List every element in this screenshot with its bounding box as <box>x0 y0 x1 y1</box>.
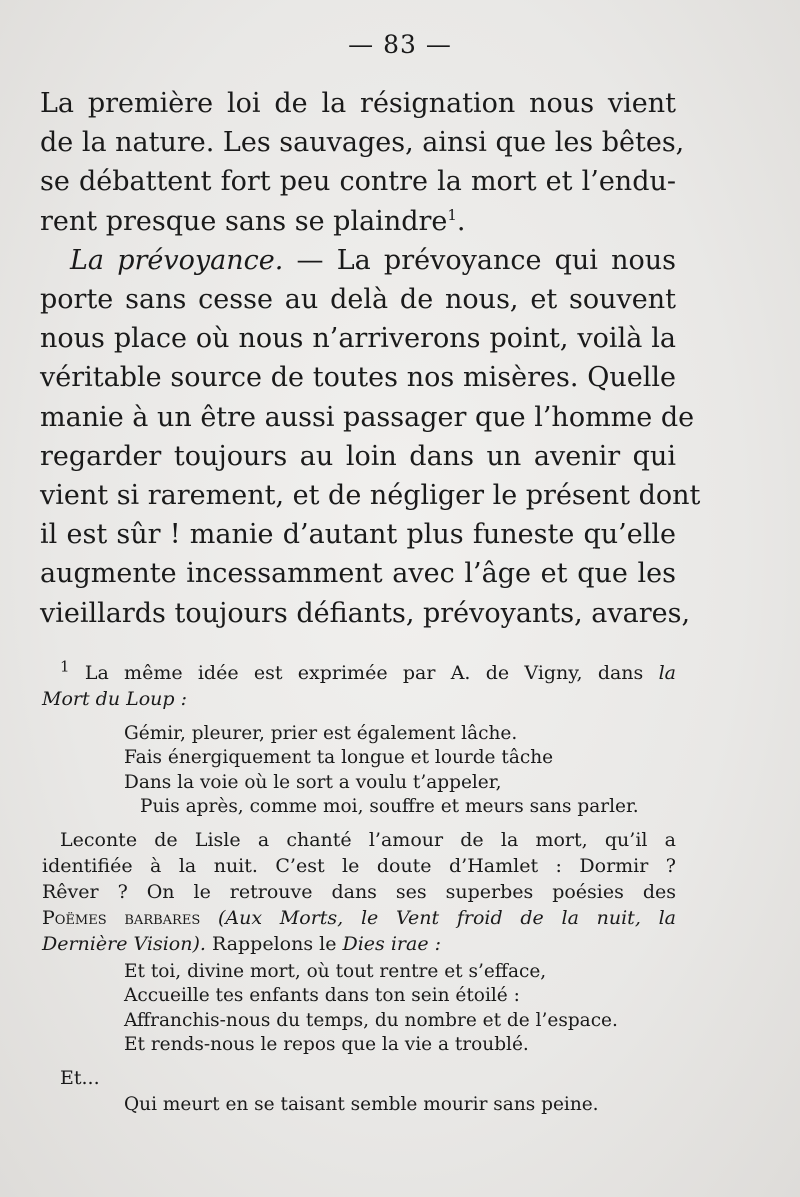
text-line: vieillards toujours défiants, prévoyants, avares, <box>40 597 691 629</box>
verse-line: Affranchis-nous du temps, du nombre et de l’espace. <box>124 1009 618 1031</box>
verse-line: Et rends-nous le repos que la vie a troublé. <box>124 1034 529 1056</box>
text-fragment: (Aux Morts, le Vent froid de la nuit, la <box>217 907 676 930</box>
text-fragment: Poëmes barbares <box>42 907 201 930</box>
text-fragment: . <box>456 205 466 237</box>
footnote-line <box>42 657 676 686</box>
text-line: regarder toujours au loin dans un avenir qui <box>40 440 676 472</box>
text-line <box>40 202 676 241</box>
verse-line: Gémir, pleurer, prier est également lâche. <box>124 723 518 744</box>
verse-line: Dans la voie où le sort a voulu t’appeler, <box>124 771 502 793</box>
footnote-line: Et... <box>60 1067 100 1090</box>
text-fragment: Rappelons le <box>205 933 343 956</box>
text-line: manie à un être aussi passager que l’homme de <box>40 401 695 433</box>
text-line: nous place où nous n’arriverons point, voilà la <box>40 323 676 355</box>
footnote-line <box>42 905 676 931</box>
verse-line: Accueille tes enfants dans ton sein étoilé : <box>124 985 520 1007</box>
text-line <box>40 241 676 280</box>
text-line: porte sans cesse au delà de nous, et souvent <box>40 284 676 316</box>
text-fragment: Dies irae : <box>342 933 442 956</box>
footnote-line: Rêver ? On le retrouve dans ses superbes poésies des <box>42 881 676 904</box>
footnote-line <box>42 931 676 957</box>
verse-block <box>42 722 676 819</box>
text-fragment: — La prévoyance qui nous <box>283 244 677 276</box>
text-line: il est sûr ! manie d’autant plus funeste qu’elle <box>40 519 676 551</box>
section-heading: La prévoyance. <box>70 244 284 276</box>
text-fragment: la <box>658 662 676 684</box>
verse-line: Qui meurt en se taisant semble mourir sans peine. <box>124 1094 599 1116</box>
footnote-line: identifiée à la nuit. C’est le doute d’Hamlet : Dormir ? <box>42 855 676 878</box>
text-fragment: Dernière Vision). <box>42 933 206 956</box>
text-fragment: rent presque sans se plaindre <box>40 205 448 237</box>
verse-line: Puis après, comme moi, souffre et meurs sans parler. <box>140 795 639 817</box>
text-line: vient si rarement, et de négliger le présent dont <box>40 480 701 512</box>
footnote <box>42 657 676 1126</box>
text-fragment: La même idée est exprimée par A. de Vigny, dans <box>84 662 644 684</box>
footnote-mark: 1 <box>60 657 70 676</box>
main-text <box>40 84 701 633</box>
footnote-line: Mort du Loup : <box>42 688 187 710</box>
page-number: — 83 — <box>348 30 452 59</box>
verse-line: Et toi, divine mort, où tout rentre et s’efface, <box>124 961 547 983</box>
text-line: se débattent fort peu contre la mort et l’endu- <box>40 166 676 198</box>
verse-block <box>42 1093 676 1117</box>
footnote-reference: 1 <box>447 205 457 224</box>
verse-line: Fais énergiquement ta longue et lourde tâche <box>124 747 554 769</box>
text-line: La première loi de la résignation nous vient <box>40 88 676 119</box>
text-line: véritable source de toutes nos misères. Quelle <box>40 362 676 394</box>
footnote-line: Leconte de Lisle a chanté l’amour de la mort, qu’il a <box>60 829 676 852</box>
verse-block <box>42 960 676 1057</box>
text-line: de la nature. Les sauvages, ainsi que les bêtes, <box>40 127 685 159</box>
text-line: augmente incessamment avec l’âge et que les <box>40 558 676 590</box>
